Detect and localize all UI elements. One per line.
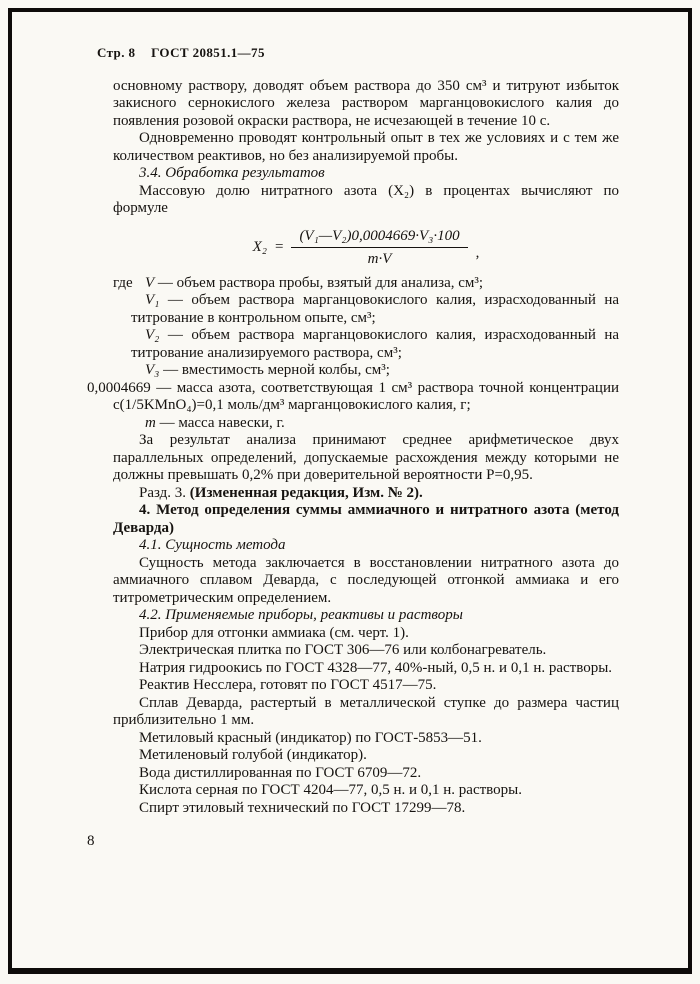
symbol-definition: — масса навески, г. — [159, 414, 285, 431]
paragraph-mass-fraction: Массовую долю нитратного азота (X₂) в процентах вычисляют по формуле — [113, 182, 619, 216]
paragraph-method-essence: Сущность метода заключается в восстановлении нитратного азота до аммиачного сплавом Деварда, с последующей отгонкой аммиака и его титрометрическим определением. — [113, 554, 619, 606]
symbol-definition: — объем раствора марганцовокислого калия, израсходованный на титрование анализируемого раствора, см³; — [131, 327, 620, 361]
section-heading-4-2 — [113, 607, 619, 625]
apparatus-item: Метиловый красный (индикатор) по ГОСТ-5853—51. — [139, 729, 482, 746]
formula-x2 — [113, 227, 619, 268]
paragraph-control-test: Одновременно проводят контрольный опыт в тех же условиях и с тем же количеством реактивов, но без анализируемой пробы. — [113, 130, 619, 164]
formula-lhs: X₂ — [252, 239, 267, 255]
formula-comma: , — [475, 244, 480, 261]
section-number: 3.4. — [139, 165, 162, 181]
formula-denominator: m·V — [367, 250, 392, 267]
definition-row — [113, 362, 619, 380]
apparatus-item: Прибор для отгонки аммиака (см. черт. 1). — [139, 624, 409, 641]
apparatus-item: Метиленовый голубой (индикатор). — [139, 747, 367, 763]
page-number: 8 — [87, 833, 95, 849]
apparatus-item: Электрическая плитка по ГОСТ 306—76 или колбонагреватель. — [139, 642, 547, 658]
section-heading-4: 4. Метод определения суммы аммиачного и нитратного азота (метод Деварда) — [113, 502, 619, 536]
symbol-definitions — [87, 274, 620, 433]
section-note-razd-3 — [113, 485, 619, 503]
section-number: 4.2. — [139, 607, 162, 623]
symbol-definition: — масса азота, соответствующая 1 см³ раствора точной концентрации с(1/5KMnO₄)=0,1 моль/дм³ марганцовокислого калия, г; — [113, 379, 619, 413]
apparatus-item: Сплав Деварда, растертый в металлической ступке до размера частиц приблизительно 1 мм. — [113, 694, 619, 728]
definition-row — [113, 275, 619, 293]
definition-row — [113, 327, 619, 362]
apparatus-item: Реактив Несслера, готовят по ГОСТ 4517—75. — [139, 677, 437, 693]
doc-number: ГОСТ 20851.1—75 — [151, 45, 265, 60]
running-header — [97, 44, 619, 62]
definition-row — [87, 380, 619, 415]
symbol-definition: — объем раствора пробы, взятый для анализа, см³; — [157, 274, 484, 291]
symbol-term: V₂ — [145, 327, 160, 343]
apparatus-item: Кислота серная по ГОСТ 4204—77, 0,5 н. и 0,1 н. растворы. — [139, 782, 522, 798]
symbol-term: V₃ — [145, 362, 160, 378]
definition-row — [113, 292, 619, 327]
page-label: Стр. 8 — [97, 45, 136, 60]
paragraph-result: За результат анализа принимают среднее арифметическое двух параллельных определений, допускаемые расхождения между которыми не должны превышать 0,2% при доверительной вероятности Р=0,95. — [113, 432, 619, 483]
where-label: где — [113, 274, 133, 291]
apparatus-item: Вода дистиллированная по ГОСТ 6709—72. — [139, 764, 422, 781]
symbol-term: 0,0004669 — [87, 379, 151, 396]
symbol-definition: — вместимость мерной колбы, см³; — [163, 362, 390, 378]
symbol-definition: — объем раствора марганцовокислого калия, израсходованный на титрование в контрольном опыте, см³; — [131, 292, 620, 326]
apparatus-item: Спирт этиловый технический по ГОСТ 17299—78. — [139, 799, 466, 816]
symbol-term: V₁ — [145, 292, 160, 308]
section-heading-3-4 — [113, 165, 619, 183]
section-title: Сущность метода — [165, 537, 286, 553]
paragraph-continuation: основному раствору, доводят объем раствора до 350 см³ и титруют избыток закисного сернокислого железа раствором марганцовокислого калия до появления розовой окраски раствора, не исчезающей в течение 10 с. — [113, 77, 619, 129]
note-prefix: Разд. 3. — [139, 484, 187, 501]
section-number: 4.1. — [139, 537, 162, 553]
note-bold-part: (Измененная редакция, Изм. № 2). — [189, 484, 423, 501]
section-title: Применяемые приборы, реактивы и растворы — [165, 607, 463, 623]
formula-fraction — [291, 227, 467, 268]
apparatus-item: Натрия гидроокись по ГОСТ 4328—77, 40%-ный, 0,5 н. и 0,1 н. растворы. — [139, 659, 613, 676]
formula-numerator: (V₁—V₂)0,0004669·V₃·100 — [291, 227, 467, 248]
page-content — [87, 44, 620, 851]
definition-row — [113, 415, 619, 433]
symbol-term: V — [145, 274, 155, 291]
section-title: Обработка результатов — [165, 165, 325, 181]
section-heading-4-1 — [113, 537, 619, 555]
formula-equals: = — [274, 239, 284, 255]
symbol-term: m — [145, 414, 156, 431]
